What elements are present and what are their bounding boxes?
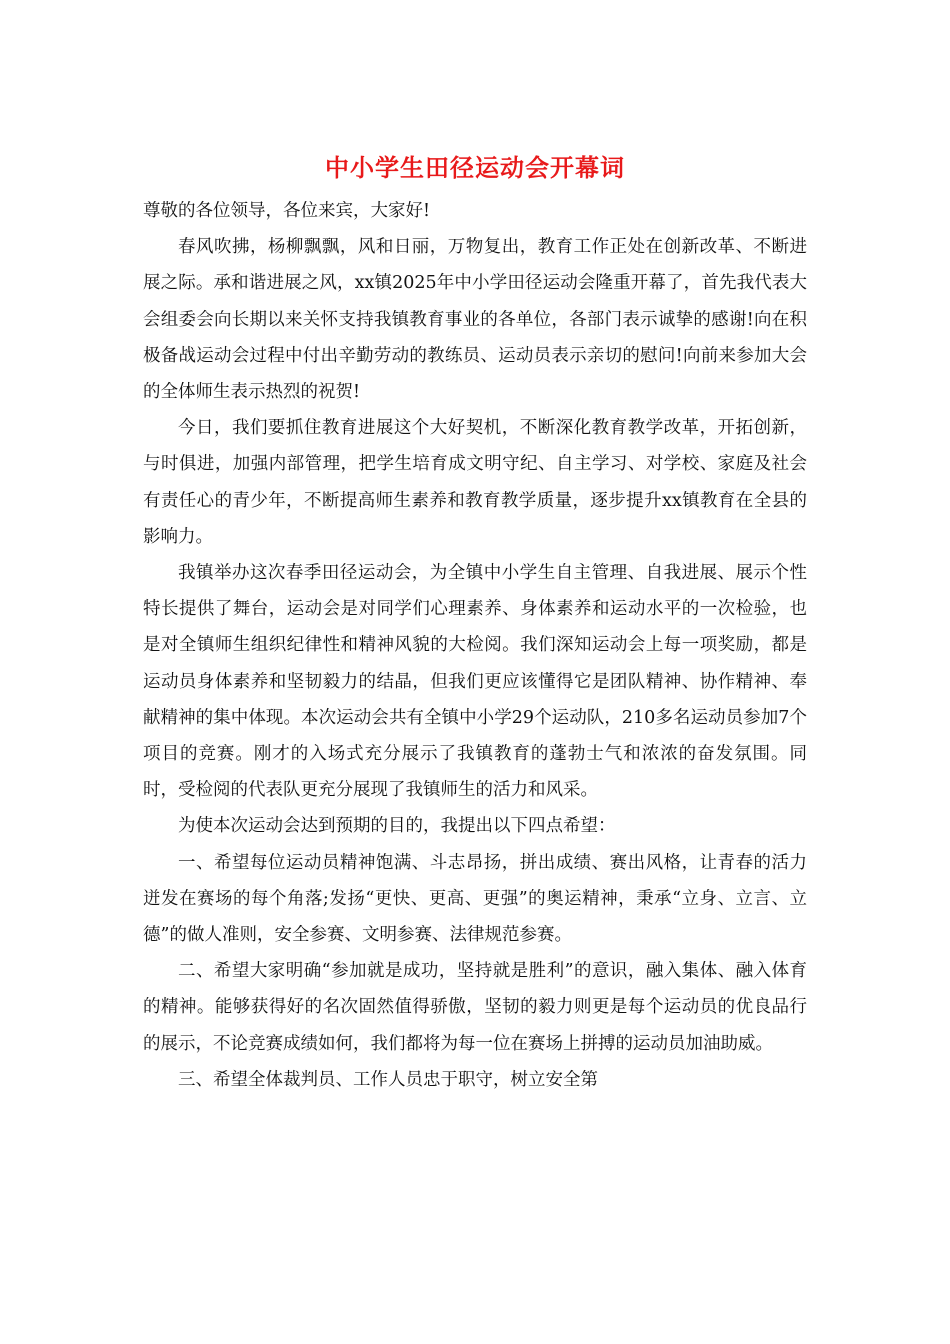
paragraph-sports-meet: 我镇举办这次春季田径运动会，为全镇中小学生自主管理、自我进展、展示个性特长提供了舞台，运动会是对同学们心理素养、身体素养和运动水平的一次检验，也是对全镇师生组织纪律性和精神风貌的大检阅。我们深知运动会上每一项奖励，都是运动员身体素养和坚韧毅力的结晶，但我们更应该懂得它是团队精神、协作精神、奉献精神的集中体现。本次运动会共有全镇中小学29个运动队，210多名运动员参加7个项目的竞赛。刚才的入场式充分展示了我镇教育的蓬勃士气和浓浓的奋发氛围。同时，受检阅的代表队更充分展现了我镇师生的活力和风采。	[143, 563, 807, 801]
paragraph-hope-one: 一、希望每位运动员精神饱满、斗志昂扬，拼出成绩、赛出风格，让青春的活力迸发在赛场的每个角落;发扬“更快、更高、更强”的奥运精神，秉承“立身、立言、立德”的做人准则，安全参赛、文明参赛、法律规范参赛。	[143, 852, 807, 946]
paragraph-hopes-intro: 为使本次运动会达到预期的目的，我提出以下四点希望：	[178, 816, 616, 837]
paragraph-education-goals: 今日，我们要抓住教育进展这个大好契机，不断深化教育教学改革，开拓创新，与时俱进，加强内部管理，把学生培育成文明守纪、自主学习、对学校、家庭及社会有责任心的青少年，不断提高师生素养和教育教学质量，逐步提升xx镇教育在全县的影响力。	[143, 418, 807, 547]
paragraph-hope-two: 二、希望大家明确“参加就是成功，坚持就是胜利”的意识，融入集体、融入体育的精神。能够获得好的名次固然值得骄傲，坚韧的毅力则更是每个运动员的优良品行的展示，不论竞赛成绩如何，我们都将为每一位在赛场上拼搏的运动员加油助威。	[143, 961, 807, 1054]
paragraph-opening: 春风吹拂，杨柳飘飘，风和日丽，万物复出，教育工作正处在创新改革、不断进展之际。承和谐进展之风，xx镇2025年中小学田径运动会隆重开幕了，首先我代表大会组委会向长期以来关怀支持我镇教育事业的各单位，各部门表示诚挚的感谢!向在积极备战运动会过程中付出辛勤劳动的教练员、运动员表示亲切的慰问!向前来参加大会的全体师生表示热烈的祝贺!	[143, 237, 807, 403]
paragraph-hope-three: 三、希望全体裁判员、工作人员忠于职守，树立安全第	[178, 1069, 598, 1090]
document-title: 中小学生田径运动会开幕词	[325, 153, 625, 182]
greeting-line: 尊敬的各位领导，各位来宾，大家好!	[143, 201, 431, 221]
document-body	[143, 193, 807, 1098]
